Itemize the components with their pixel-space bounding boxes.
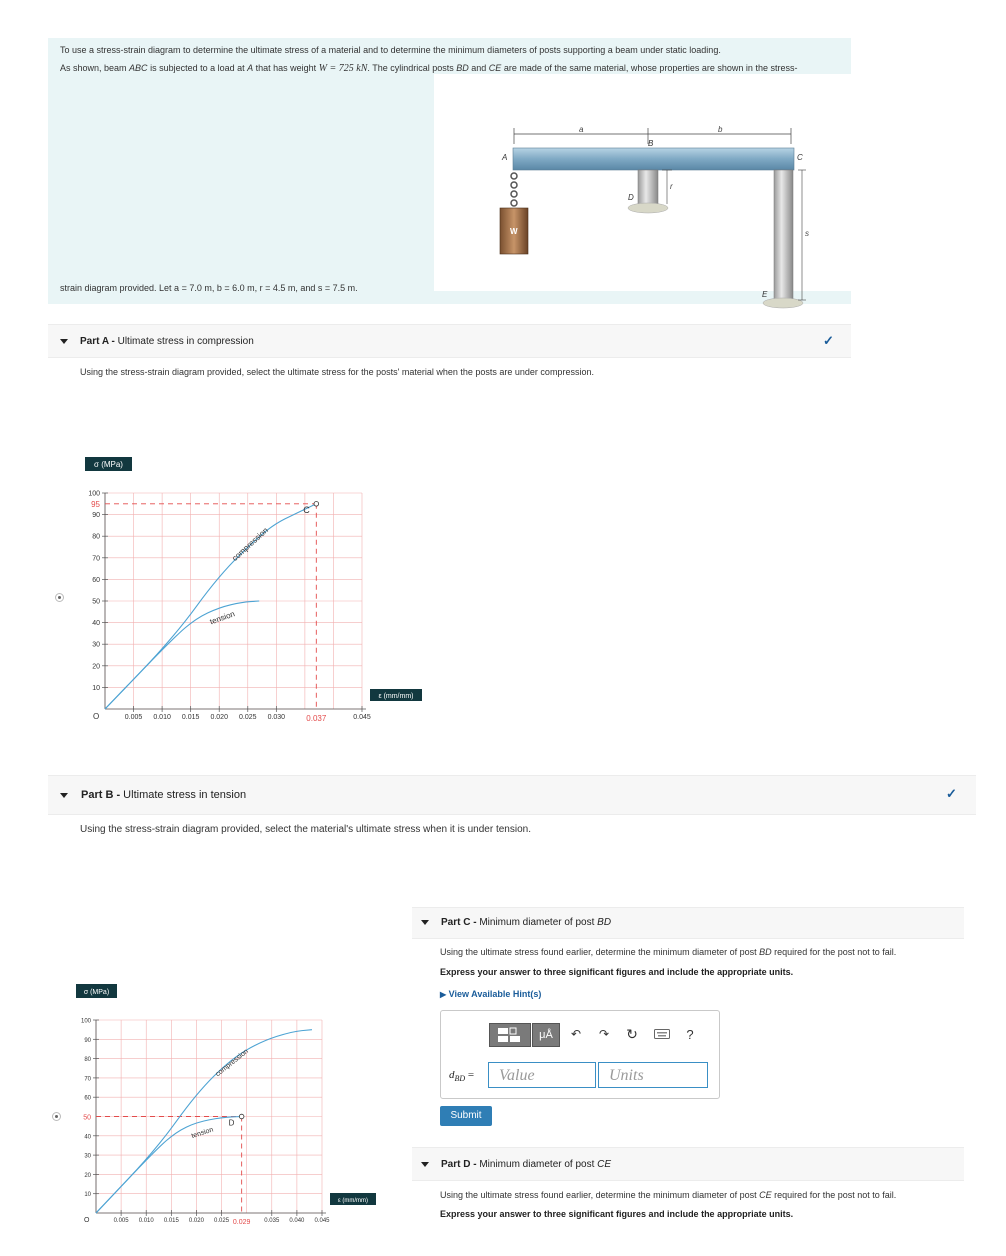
dim-r-label: r [670, 182, 673, 191]
y-tick-label: 40 [84, 1134, 91, 1141]
point-b-label: B [648, 139, 654, 148]
intro-line-2: As shown, beam ABC is subjected to a load at A that has weight W = 725 kN. The cylindrical posts BD and CE are made of the same material, whose properties are shown in the stress- [60, 63, 798, 74]
post-ce [774, 170, 793, 300]
x-tick-label: 0.010 [153, 714, 171, 721]
x-tick-label: 0.025 [214, 1218, 230, 1224]
submit-button[interactable]: Submit [440, 1106, 492, 1126]
part-c-prompt: Using the ultimate stress found earlier, determine the minimum diameter of post BD required for the post not to fail. [440, 947, 897, 957]
weight-label: W [510, 227, 518, 236]
series-label: tension [190, 1126, 215, 1141]
x-tick-label: 0.020 [188, 1218, 204, 1224]
help-icon[interactable]: ? [686, 1026, 694, 1042]
caret-right-icon: ▶ [440, 990, 447, 999]
beam-abc [513, 148, 794, 170]
series-label: compression [230, 525, 270, 563]
reset-icon[interactable]: ↻ [626, 1025, 638, 1042]
x-axis-label: ε (mm/mm) [378, 693, 414, 700]
series-label: tension [208, 609, 237, 627]
d-bd-label: $d_{BD}$ = [449, 1069, 475, 1084]
compression-curve [105, 504, 316, 709]
dim-s-label: s [805, 229, 809, 238]
point-label: C [303, 504, 310, 515]
beam-figure [434, 74, 870, 299]
dim-b-label: b [718, 125, 723, 134]
part-d-title: Part D - Minimum diameter of post CE [441, 1159, 612, 1170]
part-a-title: Part A - Ultimate stress in compression [80, 336, 254, 347]
highlight-y-label: 50 [83, 1114, 91, 1122]
origin-label: O [84, 1217, 90, 1224]
endpoint-marker [314, 502, 319, 507]
x-tick-label: 0.035 [264, 1218, 280, 1224]
collapse-triangle-icon [421, 920, 429, 925]
x-tick-label: 0.045 [314, 1218, 330, 1224]
x-tick-label: 0.010 [138, 1218, 154, 1224]
x-tick-label: 0.040 [289, 1218, 305, 1224]
y-tick-label: 80 [92, 533, 100, 541]
part-c-title: Part C - Minimum diameter of post BD [441, 917, 612, 928]
highlight-x-label: 0.037 [306, 714, 327, 723]
template-icon [497, 1027, 523, 1043]
y-tick-label: 10 [84, 1192, 91, 1199]
intro-line-1: To use a stress-strain diagram to determine the ultimate stress of a material and to determine the minimum diameters of posts supporting a beam under static loading. [60, 45, 721, 55]
check-icon: ✓ [946, 786, 957, 801]
part-a-header[interactable] [48, 324, 851, 358]
part-b-title: Part B - Ultimate stress in tension [81, 789, 247, 801]
x-tick-label: 0.015 [163, 1218, 179, 1224]
template-button[interactable] [489, 1023, 531, 1047]
units-button[interactable]: μÅ [532, 1023, 560, 1047]
part-b-header[interactable] [48, 775, 976, 815]
problem-statement [48, 38, 851, 304]
y-tick-label: 30 [84, 1153, 91, 1160]
part-b-prompt: Using the stress-strain diagram provided, select the material's ultimate stress when it is under tension. [80, 824, 531, 835]
part-d-header[interactable] [412, 1147, 964, 1181]
stress-strain-chart-b[interactable] [76, 990, 386, 1230]
x-tick-label: 0.005 [113, 1218, 129, 1224]
point-e-label: E [762, 290, 768, 299]
x-tick-label: 0.005 [124, 714, 143, 721]
undo-icon[interactable]: ↶ [570, 1027, 582, 1041]
y-axis-label: σ (MPa) [94, 460, 123, 469]
post-bd [638, 170, 658, 204]
collapse-triangle-icon [60, 339, 68, 344]
x-tick-label: 0.020 [210, 714, 228, 721]
y-tick-label: 100 [88, 490, 100, 498]
y-tick-label: 20 [84, 1172, 91, 1179]
part-d-instruction: Express your answer to three significant figures and include the appropriate units. [440, 1209, 794, 1219]
y-axis-label: σ (MPa) [83, 989, 110, 996]
part-a-prompt: Using the stress-strain diagram provided, select the ultimate stress for the posts' material when the posts are under compression. [80, 367, 594, 377]
collapse-triangle-icon [60, 793, 68, 798]
chain [511, 173, 517, 206]
y-tick-label: 60 [92, 576, 100, 584]
tension-curve [105, 601, 259, 709]
check-icon: ✓ [823, 333, 834, 348]
x-tick-label: 0.030 [267, 714, 286, 721]
point-label: D [228, 1118, 235, 1128]
y-tick-label: 60 [84, 1095, 91, 1102]
x-tick-label: 0.025 [239, 714, 257, 721]
intro-line-3: strain diagram provided. Let a = 7.0 m, b = 6.0 m, r = 4.5 m, and s = 7.5 m. [60, 283, 358, 293]
y-tick-label: 30 [92, 641, 100, 649]
x-axis-label: ε (mm/mm) [338, 1198, 368, 1204]
y-tick-label: 20 [92, 663, 100, 671]
y-tick-label: 70 [92, 555, 100, 563]
x-tick-label: 0.045 [353, 714, 371, 721]
highlight-x-label: 0.029 [232, 1219, 251, 1226]
point-d-label: D [628, 193, 634, 202]
part-c-instruction: Express your answer to three significant figures and include the appropriate units. [440, 967, 794, 977]
part-c-header[interactable] [412, 907, 964, 939]
y-tick-label: 40 [92, 620, 100, 628]
y-tick-label: 100 [80, 1018, 91, 1025]
y-tick-label: 70 [84, 1076, 91, 1083]
part-d-prompt: Using the ultimate stress found earlier, determine the minimum diameter of post CE required for the post not to fail. [440, 1190, 897, 1200]
origin-label: O [93, 712, 100, 721]
endpoint-marker [239, 1114, 244, 1119]
answer-box [440, 1010, 720, 1099]
collapse-triangle-icon [421, 1162, 429, 1167]
radio-option-b[interactable] [52, 1112, 61, 1121]
stress-strain-chart-a[interactable] [80, 458, 425, 728]
y-tick-label: 80 [84, 1057, 91, 1064]
view-hints-link[interactable]: ▶ View Available Hint(s) [440, 989, 542, 999]
x-tick-label: 0.015 [181, 714, 200, 721]
point-c-label: C [797, 153, 803, 162]
redo-icon[interactable]: ↷ [598, 1027, 610, 1041]
y-tick-label: 10 [92, 684, 100, 692]
y-tick-label: 90 [92, 512, 100, 520]
series-label: compression [214, 1047, 250, 1079]
highlight-y-label: 95 [91, 499, 100, 509]
value-input[interactable]: Value [488, 1062, 596, 1088]
point-a-label: A [502, 153, 508, 162]
keyboard-icon[interactable] [652, 1023, 672, 1045]
radio-option-a[interactable] [55, 593, 64, 602]
y-tick-label: 50 [92, 598, 100, 606]
y-tick-label: 90 [84, 1037, 91, 1044]
dim-a-label: a [579, 125, 584, 134]
units-input[interactable]: Units [598, 1062, 708, 1088]
